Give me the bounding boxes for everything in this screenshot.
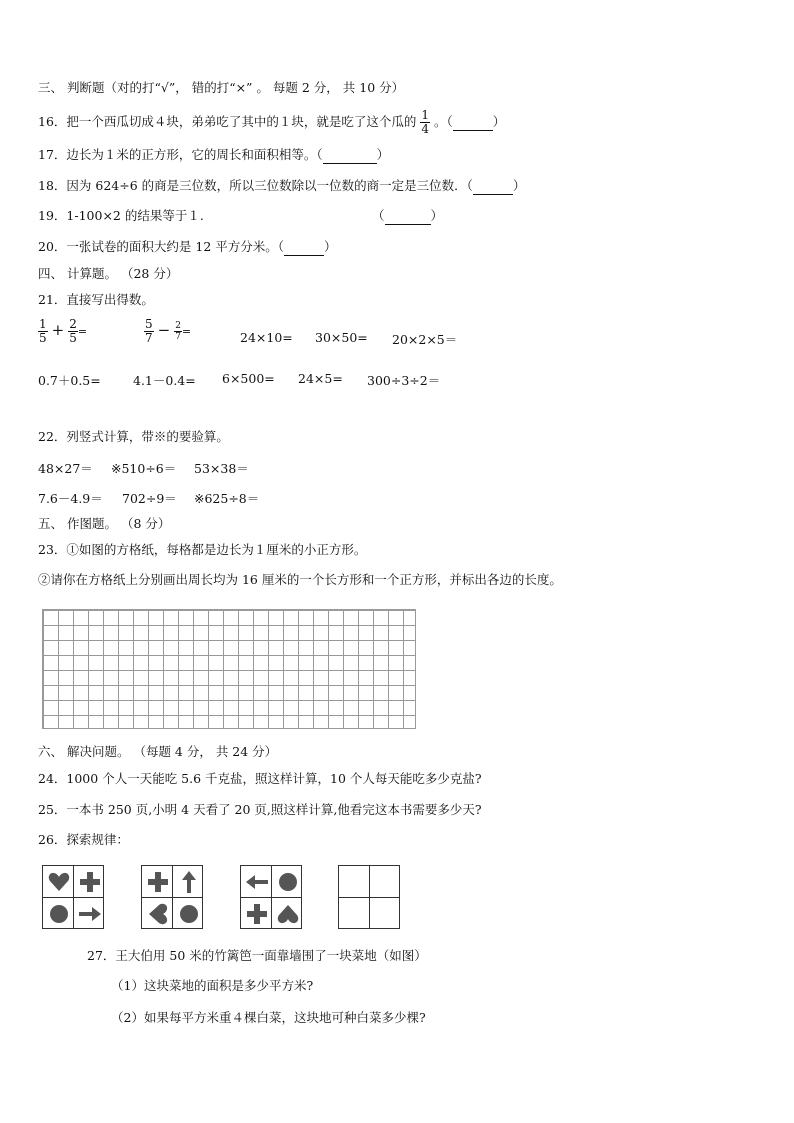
pattern-box-answer[interactable] — [338, 865, 400, 929]
calc-item: 24×5= — [298, 371, 343, 386]
plus-sign: + — [51, 321, 65, 339]
vertical-calc-item: 53×38＝ — [194, 461, 249, 476]
calc-item: 300÷3÷2＝ — [367, 373, 441, 388]
question-27-part2: （2）如果每平方米重４棵白菜，这块地可种白菜多少棵? — [111, 1010, 426, 1025]
frac-den: 5 — [39, 331, 47, 345]
calc-item: 4.1－0.4= — [133, 373, 196, 388]
plus-icon — [74, 866, 105, 898]
arrow-right-icon — [74, 898, 105, 930]
section-6-title: 六、 解决问题。 （每题 4 分， 共 24 分） — [38, 744, 278, 759]
question-22: 22．列竖式计算，带※的要验算。 — [38, 429, 229, 444]
fraction-sum — [38, 318, 87, 345]
section-3-title: 三、 判断题（对的打“√”， 错的打“×” 。 每题 2 分， 共 10 分） — [38, 80, 405, 95]
q16-text: 16．把一个西瓜切成４块，弟弟吃了其中的１块，就是吃了这个瓜的 — [38, 114, 417, 129]
question-21: 21．直接写出得数。 — [38, 292, 154, 307]
square-grid-paper[interactable] — [42, 609, 416, 729]
calc-item: 24×10= — [240, 330, 293, 345]
vertical-calc-item: ※625÷8＝ — [194, 491, 260, 506]
equals-sign: = — [181, 325, 192, 338]
plus-icon — [241, 898, 272, 930]
frac-num: 2 — [69, 317, 77, 331]
q18-text: 18．因为 624÷6 的商是三位数，所以三位数除以一位数的商一定是三位数．（ — [38, 178, 473, 193]
frac-den: 7 — [145, 331, 153, 345]
question-20 — [38, 239, 337, 256]
minus-sign: − — [157, 321, 171, 339]
q17-close: ） — [376, 147, 390, 162]
question-25: 25．一本书 250 页,小明 4 天看了 20 页,照这样计算,他看完这本书需要多少天? — [38, 802, 482, 817]
vertical-calc-item: 7.6－4.9＝ — [38, 491, 103, 506]
question-27-part1: （1）这块菜地的面积是多少平方米? — [111, 978, 314, 993]
calc-item: 0.7＋0.5= — [38, 373, 101, 388]
frac-num: 1 — [421, 108, 430, 122]
q20-text: 20．一张试卷的面积大约是 12 平方分米。（ — [38, 239, 285, 254]
q19-text: 19．1-100×2 的结果等于１. — [38, 208, 204, 223]
heart-icon — [43, 866, 74, 898]
q19-close: ） — [430, 208, 444, 223]
q16-close: ） — [492, 114, 506, 129]
heart-icon — [142, 898, 173, 930]
question-18 — [38, 178, 525, 195]
question-27: 27．王大伯用 50 米的竹篱笆一面靠墙围了一块菜地（如图） — [87, 948, 427, 963]
question-19 — [38, 208, 204, 224]
frac-num: 2 — [175, 321, 181, 331]
calc-item: 6×500= — [222, 371, 275, 386]
plus-icon — [142, 866, 173, 898]
equals-sign: = — [77, 325, 88, 338]
pattern-box-3 — [240, 865, 302, 929]
question-16 — [38, 109, 505, 136]
arrow-up-icon — [173, 866, 204, 898]
calc-item: 20×2×5＝ — [392, 332, 458, 347]
circle-icon — [272, 866, 303, 898]
question-17 — [38, 147, 389, 164]
frac-den: 5 — [69, 331, 77, 345]
q17-text: 17．边长为１米的正方形，它的周长和面积相等。（ — [38, 147, 323, 162]
fraction-one-quarter — [420, 109, 430, 136]
frac-den: 7 — [175, 332, 181, 342]
question-23-part2: ②请你在方格纸上分别画出周长均为 16 厘米的一个长方形和一个正方形，并标出各边的长度。 — [38, 572, 562, 587]
vertical-calc-item: 702÷9＝ — [122, 491, 177, 506]
q20-close: ） — [324, 239, 337, 254]
answer-blank[interactable] — [453, 114, 493, 131]
answer-blank[interactable] — [323, 147, 377, 164]
fraction-difference — [144, 318, 191, 345]
answer-blank[interactable] — [473, 178, 513, 195]
arrow-left-icon — [241, 866, 272, 898]
question-26: 26．探索规律： — [38, 832, 129, 847]
fraction — [68, 318, 78, 345]
heart-icon — [272, 898, 303, 930]
question-23-part1: 23．①如图的方格纸，每格都是边长为１厘米的小正方形。 — [38, 542, 367, 557]
question-19-answer — [372, 208, 443, 225]
section-5-title: 五、 作图题。 （8 分） — [38, 516, 171, 531]
frac-num: 1 — [39, 317, 47, 331]
fraction — [174, 321, 182, 342]
answer-blank[interactable] — [284, 239, 324, 256]
calc-item: 30×50= — [315, 330, 368, 345]
q19-open: （ — [372, 208, 385, 223]
answer-blank[interactable] — [385, 208, 431, 225]
q16-tail: 。（ — [434, 114, 453, 129]
q18-close: ） — [512, 178, 526, 193]
section-4-title: 四、 计算题。 （28 分） — [38, 266, 179, 281]
circle-icon — [43, 898, 74, 930]
frac-num: 5 — [145, 317, 153, 331]
fraction — [38, 318, 48, 345]
pattern-box-2 — [141, 865, 203, 929]
circle-icon — [173, 898, 204, 930]
frac-den: 4 — [421, 122, 430, 136]
question-24: 24．1000 个人一天能吃 5.6 千克盐，照这样计算，10 个人每天能吃多少克盐? — [38, 771, 482, 786]
fraction — [144, 318, 154, 345]
vertical-calc-item: ※510÷6＝ — [111, 461, 177, 476]
vertical-calc-item: 48×27＝ — [38, 461, 93, 476]
pattern-box-1 — [42, 865, 104, 929]
